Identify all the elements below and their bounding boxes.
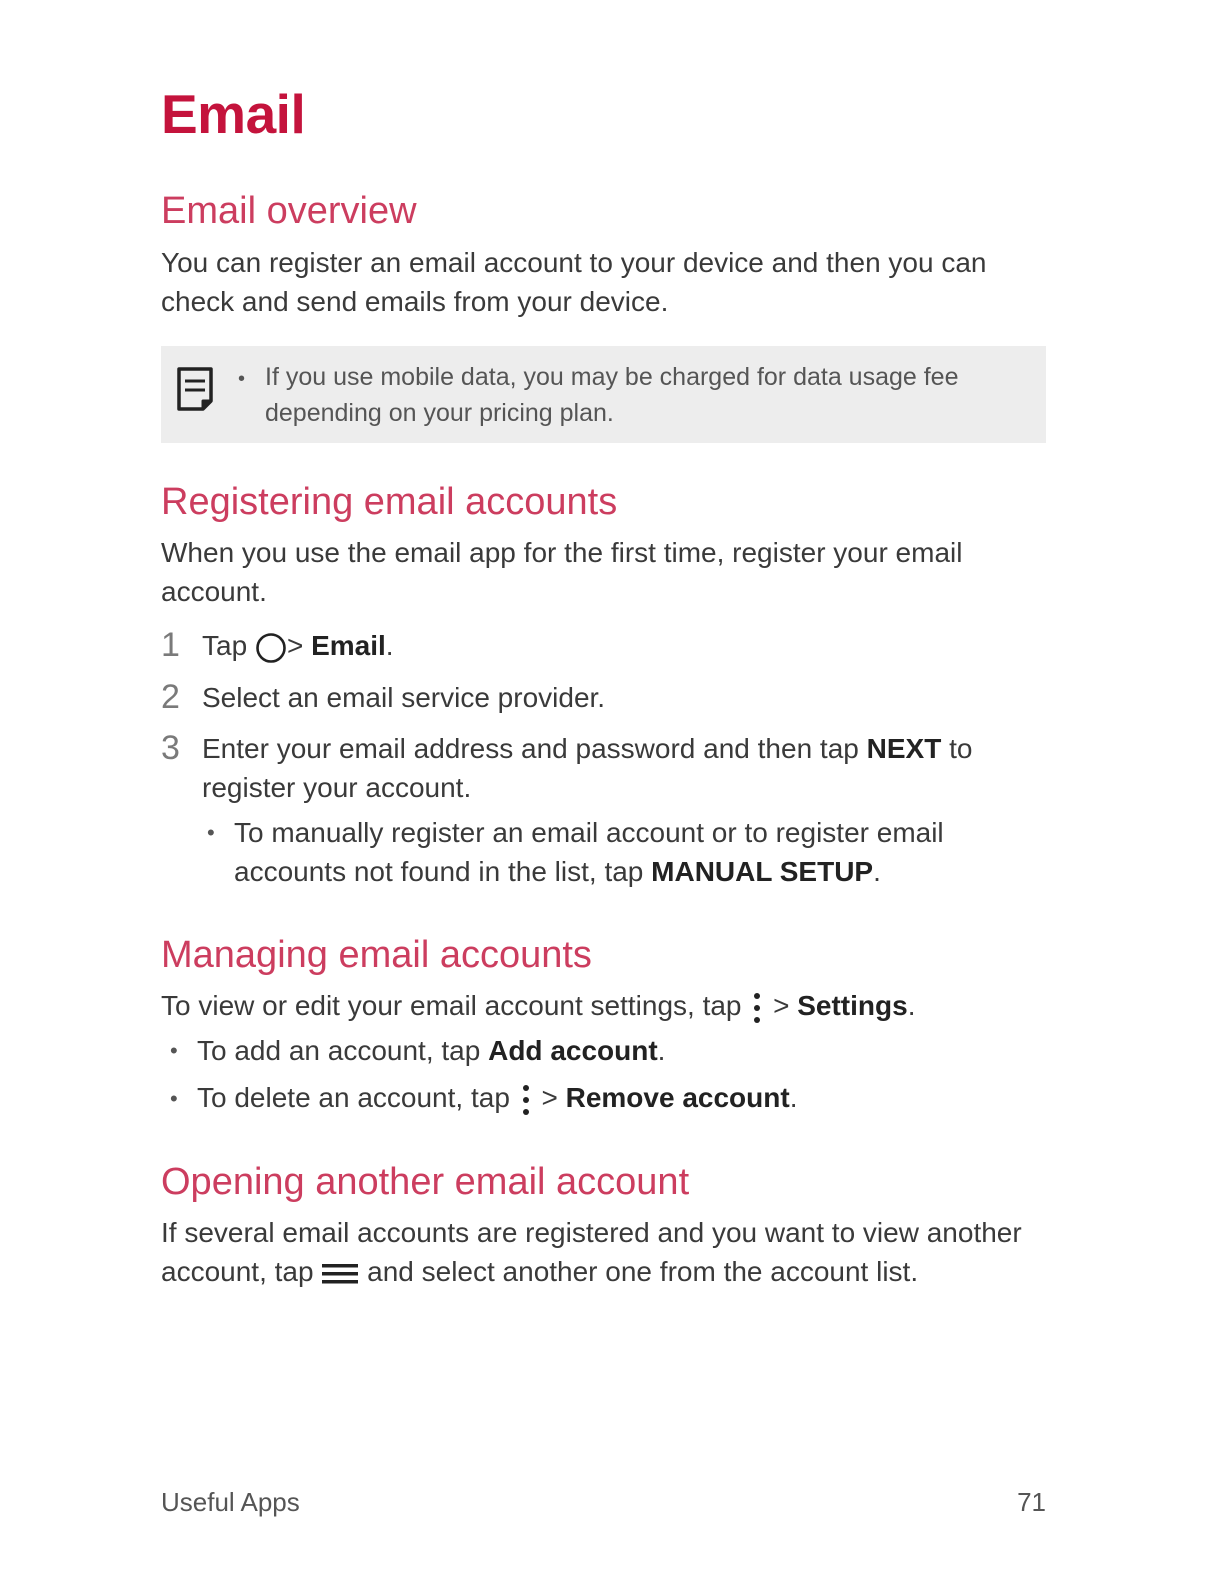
step-number: 1 <box>161 626 180 664</box>
bullet-add-account <box>197 1031 1037 1070</box>
add-account-label: Add account <box>488 1035 658 1066</box>
footer-section-name: Useful Apps <box>161 1487 300 1517</box>
bullet-marker: • <box>170 1086 178 1111</box>
sub-bullet-marker: • <box>207 820 215 845</box>
sub-bullet-text <box>234 813 1014 891</box>
overview-body: You can register an email account to your device and then you can check and send emails from your device. <box>161 247 987 317</box>
bullet-remove-account <box>197 1078 1037 1118</box>
opening-body-post: and select another one from the account list. <box>359 1256 919 1287</box>
manual-setup-label: MANUAL SETUP <box>651 856 874 887</box>
note-text: If you use mobile data, you may be charged for data usage fee depending on your pricing plan. <box>265 363 959 427</box>
next-label: NEXT <box>866 733 942 764</box>
heading-opening: Opening another email account <box>161 1161 690 1203</box>
more-vertical-icon <box>518 1082 534 1118</box>
heading-managing: Managing email accounts <box>161 934 592 976</box>
managing-body <box>161 986 1046 1026</box>
step-number: 3 <box>161 729 180 767</box>
step-text-post: to register your account. <box>202 733 973 803</box>
registering-body: When you use the email app for the first time, register your email account. <box>161 537 963 607</box>
home-circle-icon <box>255 632 287 664</box>
more-vertical-icon <box>749 990 765 1026</box>
step-text: Select an email service provider. <box>202 682 606 713</box>
bullet-post: . <box>789 1082 798 1113</box>
step-text <box>202 626 1042 665</box>
gt-symbol: > <box>773 990 790 1021</box>
footer-page-number: 71 <box>1017 1487 1046 1517</box>
opening-body <box>161 1213 1046 1291</box>
step-text-pre: Enter your email address and password and then tap <box>202 733 867 764</box>
note-box <box>161 346 1046 443</box>
sub-bullet-post: . <box>873 856 881 887</box>
step-text <box>202 729 1042 807</box>
bullet-post: . <box>657 1035 666 1066</box>
step-text-post: . <box>385 630 394 661</box>
managing-body-pre: To view or edit your email account settings, tap <box>161 990 750 1021</box>
bullet-pre: To add an account, tap <box>197 1035 489 1066</box>
bullet-marker: • <box>170 1038 178 1063</box>
note-bullet: • <box>238 368 246 390</box>
managing-body-post: . <box>907 990 916 1021</box>
gt-symbol: > <box>286 630 304 661</box>
page-title: Email <box>161 83 306 145</box>
bullet-pre: To delete an account, tap <box>197 1082 518 1113</box>
email-app-label: Email <box>311 630 386 661</box>
remove-account-label: Remove account <box>565 1082 790 1113</box>
hamburger-menu-icon <box>321 1260 359 1288</box>
heading-registering: Registering email accounts <box>161 481 618 523</box>
note-icon <box>175 365 217 413</box>
settings-label: Settings <box>797 990 908 1021</box>
step-text-pre: Tap <box>202 630 248 661</box>
heading-email-overview: Email overview <box>161 190 417 232</box>
step-number: 2 <box>161 678 180 716</box>
sub-bullet-pre: To manually register an email account or to register email accounts not found in the list, tap <box>234 817 944 887</box>
gt-symbol: > <box>541 1082 558 1113</box>
opening-body-pre: If several email accounts are registered and you want to view another account, tap <box>161 1217 1022 1287</box>
